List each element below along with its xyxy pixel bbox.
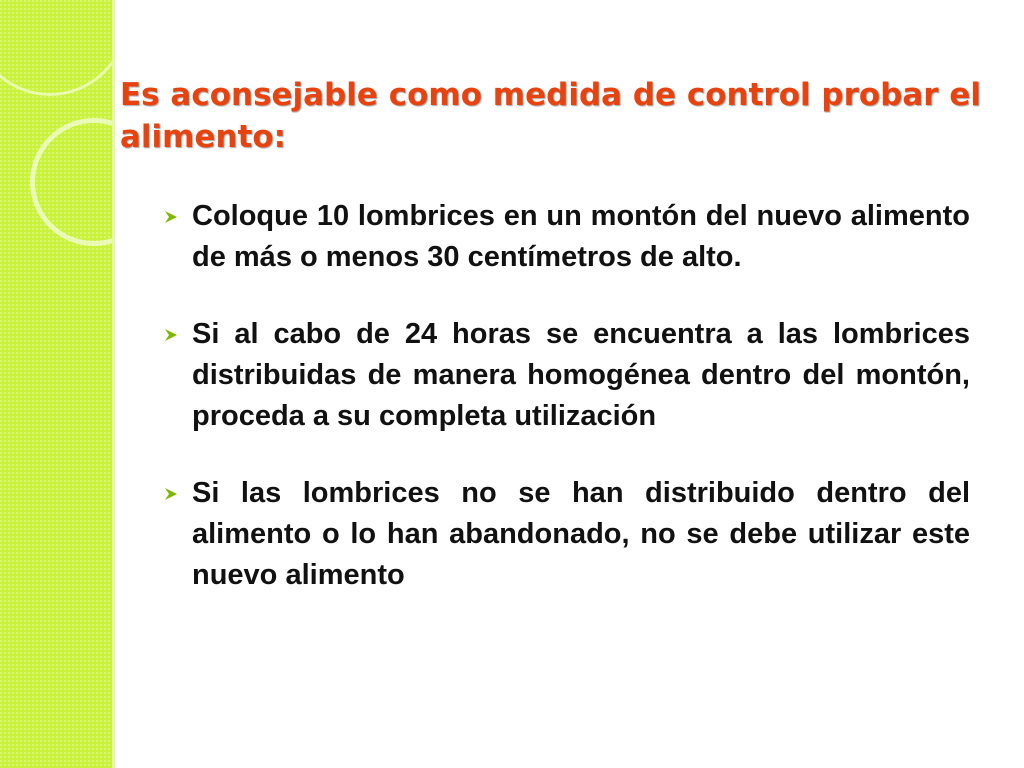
- slide-title: Es aconsejable como medida de control probar el alimento:: [120, 77, 982, 155]
- bullet-text: Coloque 10 lombrices en un montón del nuevo alimento de más o menos 30 centímetros de alto.: [192, 200, 970, 273]
- bullet-text: Si al cabo de 24 horas se encuentra a las lombrices distribuidas de manera homogénea dentro del montón, proceda a su completa utilización: [192, 318, 970, 432]
- arrowhead-bullet-icon: [164, 210, 178, 224]
- decorative-ring: [0, 0, 128, 96]
- side-band-edge: [112, 0, 115, 768]
- decorative-side-band: [0, 0, 112, 768]
- bullet-list: [160, 196, 970, 632]
- arrowhead-bullet-icon: [164, 487, 178, 501]
- bullet-text: Si las lombrices no se han distribuido dentro del alimento o lo han abandonado, no se debe utilizar este nuevo alimento: [192, 477, 970, 591]
- bullet-item: [160, 314, 970, 437]
- arrowhead-bullet-icon: [164, 328, 178, 342]
- bullet-item: [160, 473, 970, 596]
- bullet-item: [160, 196, 970, 278]
